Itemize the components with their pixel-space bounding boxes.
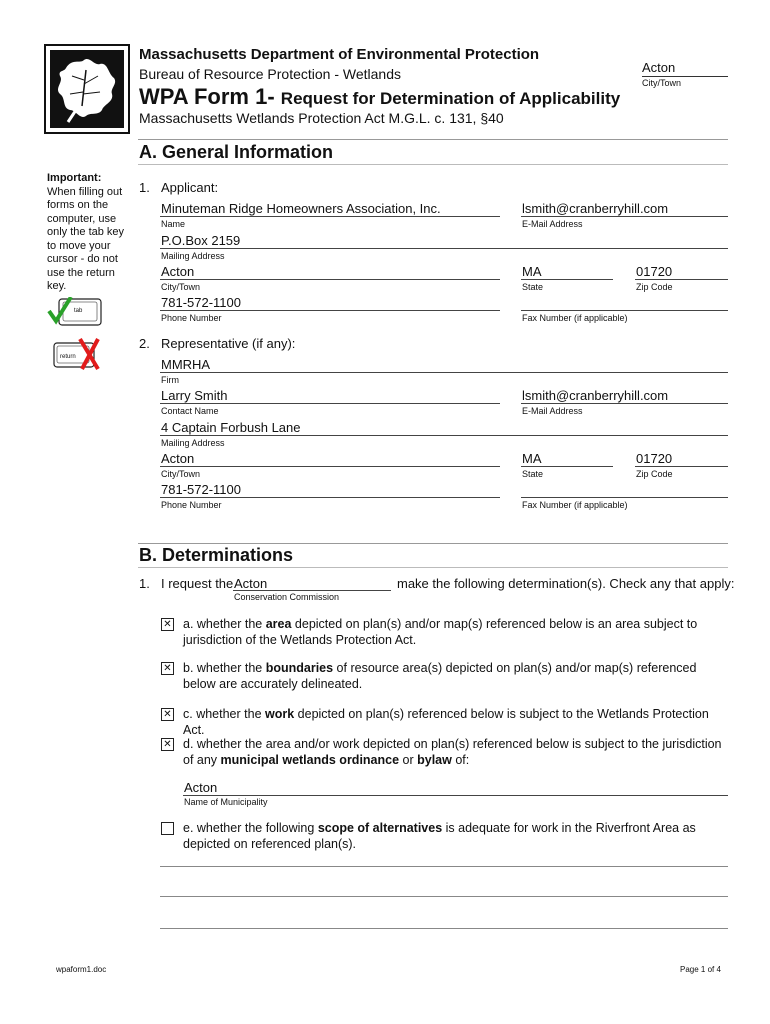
oak-leaf-logo (44, 44, 130, 134)
commission-line (233, 590, 391, 591)
rep-contact-value[interactable]: Larry Smith (161, 388, 228, 403)
applicant-email-label: E-Mail Address (522, 219, 583, 229)
rep-firm-line (160, 372, 728, 373)
rep-email-line (521, 403, 728, 404)
rep-email-value[interactable]: lsmith@cranberryhill.com (522, 388, 669, 403)
applicant-phone-line (160, 310, 500, 311)
rep-address-label: Mailing Address (161, 438, 225, 448)
applicant-name-line (160, 216, 500, 217)
applicant-city-label: City/Town (161, 282, 201, 292)
rep-fax-line[interactable] (521, 497, 728, 498)
applicant-state-value[interactable]: MA (522, 264, 542, 279)
applicant-heading: Applicant: (161, 180, 219, 195)
commission-value[interactable]: Acton (234, 576, 268, 591)
return-key-label: return (60, 354, 76, 360)
option-d-text: d. whether the area and/or work depicted on plan(s) referenced below is subject to the jurisdiction of any municipal wetlands ordinance or bylaw of: (183, 737, 722, 767)
determination-number: 1. (139, 576, 150, 591)
applicant-fax-line[interactable] (521, 310, 728, 311)
rep-state-value[interactable]: MA (522, 451, 542, 466)
rep-address-value[interactable]: 4 Captain Forbush Lane (161, 420, 301, 435)
section-b-divider-top (138, 543, 728, 544)
rep-state-line (521, 466, 613, 467)
rep-phone-line (160, 497, 500, 498)
important-note (47, 172, 129, 294)
section-a-title: A. General Information (139, 142, 334, 162)
option-b-box[interactable]: ✕ (161, 662, 174, 675)
option-c-box[interactable]: ✕ (161, 708, 174, 721)
act-reference: Massachusetts Wetlands Protection Act M.G.L. c. 131, §40 (139, 110, 504, 126)
commission-label: Conservation Commission (234, 592, 340, 602)
rep-contact-line (160, 403, 500, 404)
rep-contact-label: Contact Name (161, 406, 219, 416)
rep-phone-value[interactable]: 781-572-1100 (161, 482, 241, 497)
section-a-divider (138, 164, 728, 165)
option-d-checkbox[interactable] (161, 738, 174, 751)
header-city-value[interactable]: Acton (642, 60, 676, 75)
option-e-box[interactable] (161, 822, 174, 835)
header-divider (138, 139, 728, 140)
applicant-city-line (160, 279, 500, 280)
applicant-number: 1. (139, 180, 150, 195)
footer-filename: wpaform1.doc (56, 965, 107, 974)
tab-key-graphic (47, 297, 103, 327)
municipality-line (183, 795, 728, 796)
applicant-phone-label: Phone Number (161, 313, 222, 323)
applicant-zip-label: Zip Code (636, 282, 673, 292)
applicant-address-label: Mailing Address (161, 251, 225, 261)
rep-city-line (160, 466, 500, 467)
option-c-checkbox[interactable] (161, 708, 174, 721)
request-prefix: I request the (161, 576, 234, 591)
applicant-name-label: Name (161, 219, 186, 229)
rep-firm-label: Firm (161, 375, 179, 385)
alternatives-line-2[interactable] (160, 896, 728, 897)
applicant-zip-line (635, 279, 728, 280)
applicant-state-label: State (522, 282, 544, 292)
option-c-text: c. whether the work depicted on plan(s) referenced below is subject to the Wetlands Protection Act. (183, 707, 709, 737)
municipality-label: Name of Municipality (184, 797, 268, 807)
rep-fax-label: Fax Number (if applicable) (522, 500, 628, 510)
option-a-checkbox[interactable] (161, 618, 174, 631)
rep-state-label: State (522, 469, 544, 479)
rep-city-value[interactable]: Acton (161, 451, 195, 466)
important-text: When filling out forms on the computer, use only the tab key to move your cursor - do not use the return key. (47, 185, 125, 292)
rep-zip-label: Zip Code (636, 469, 673, 479)
oak-leaf-icon (46, 46, 128, 132)
applicant-address-value[interactable]: P.O.Box 2159 (161, 233, 241, 248)
header-city-label: City/Town (642, 78, 682, 88)
form-title (139, 84, 620, 110)
applicant-address-line (160, 248, 728, 249)
option-b-checkbox[interactable] (161, 662, 174, 675)
tab-key-label: tab (74, 308, 83, 314)
applicant-zip-value[interactable]: 01720 (636, 264, 673, 279)
applicant-phone-value[interactable]: 781-572-1100 (161, 295, 241, 310)
important-heading: Important: (47, 172, 102, 184)
section-b-divider (138, 567, 728, 568)
rep-zip-value[interactable]: 01720 (636, 451, 673, 466)
option-e-text: e. whether the following scope of alternatives is adequate for work in the Riverfront Area as depicted on referenced plan(s). (183, 821, 696, 851)
rep-zip-line (635, 466, 728, 467)
option-a-text: a. whether the area depicted on plan(s) and/or map(s) referenced below is an area subject to jurisdiction of the Wetlands Protection Act. (183, 617, 698, 647)
return-key-graphic (52, 337, 108, 371)
form-number: WPA Form 1- (139, 84, 275, 109)
bureau-name: Bureau of Resource Protection - Wetlands (139, 66, 401, 82)
request-suffix: make the following determination(s). Check any that apply: (397, 576, 735, 591)
applicant-state-line (521, 279, 613, 280)
header-city-line (642, 76, 728, 77)
option-b-text: b. whether the boundaries of resource area(s) depicted on plan(s) and/or map(s) referenced below are accurately delineated. (183, 661, 697, 691)
form-subtitle: Request for Determination of Applicability (280, 89, 621, 108)
rep-phone-label: Phone Number (161, 500, 222, 510)
option-d-box[interactable]: ✕ (161, 738, 174, 751)
representative-number: 2. (139, 336, 150, 351)
option-a-box[interactable]: ✕ (161, 618, 174, 631)
applicant-city-value[interactable]: Acton (161, 264, 195, 279)
rep-email-label: E-Mail Address (522, 406, 583, 416)
applicant-email-value[interactable]: lsmith@cranberryhill.com (522, 201, 669, 216)
applicant-fax-label: Fax Number (if applicable) (522, 313, 628, 323)
alternatives-line-3[interactable] (160, 928, 728, 929)
option-e-checkbox[interactable] (161, 822, 174, 835)
rep-address-line (160, 435, 728, 436)
rep-city-label: City/Town (161, 469, 201, 479)
alternatives-line-1[interactable] (160, 866, 728, 867)
applicant-name-value[interactable]: Minuteman Ridge Homeowners Association, Inc. (161, 201, 441, 216)
section-b-title: B. Determinations (139, 545, 294, 565)
rep-firm-value[interactable]: MMRHA (161, 357, 211, 372)
agency-name: Massachusetts Department of Environmental Protection (139, 46, 540, 63)
applicant-email-line (521, 216, 728, 217)
footer-page: Page 1 of 4 (680, 965, 721, 974)
municipality-value[interactable]: Acton (184, 780, 218, 795)
representative-heading: Representative (if any): (161, 336, 296, 351)
